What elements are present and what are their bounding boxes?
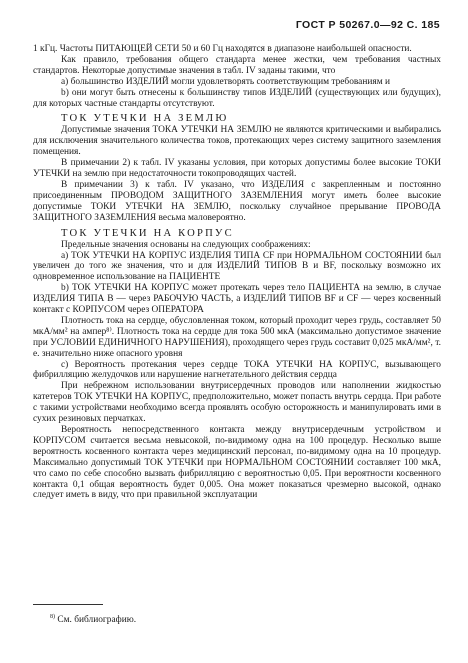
paragraph: Вероятность непосредственного контакта между внутрисердечным устройством и КОРПУСОМ считается весьма невысокой, по-видимому одна на 100 процедур. Несколько выше вероятность косвенного контакта через медицинский персонал, по-видимому одна на 10 процедур. Максимально допустимый ТОК УТЕЧКИ при НОРМАЛЬНОМ СОСТОЯНИИ составляет 100 мкА, что само по себе способно вызвать фибрилляцию с вероятностью 0,05. При вероятности косвенного контакта 0,1 общая вероятность будет 0,005. Она может показаться чрезмерно высокой, однако следует иметь в виду, что при правильной эксплуатации	[33, 425, 441, 501]
paragraph: Предельные значения основаны на следующих соображениях:	[61, 239, 311, 250]
paragraph: 1 кГц. Частоты ПИТАЮЩЕЙ СЕТИ 50 и 60 Гц находятся в диапазоне наибольшей опасности.	[33, 44, 412, 54]
paragraph: Допустимые значения ТОКА УТЕЧКИ НА ЗЕМЛЮ не являются критическими и выбирались для исключения значительного количества токов, протекающих через систему защитного заземления помещения.	[33, 125, 441, 158]
footnote	[50, 614, 136, 625]
paragraph: Плотность тока на сердце, обусловленная током, который проходит через грудь, составляет 50 мкА/мм² на ампер⁸⁾. Плотность тока на сердце для тока 500 мкА (максимально допустимое значение при УСЛОВИИ ЕДИНИЧНОГО НАРУШЕНИЯ), проходящего через грудь составит 0,025 мкА/мм², т. е. значительно ниже опасного уровня	[33, 315, 441, 359]
section-heading: ТОК УТЕЧКИ НА КОРПУС	[61, 227, 234, 239]
paragraph: а) большинство ИЗДЕЛИЙ могли удовлетворять соответствующим требованиям и	[61, 76, 390, 87]
paragraph: b) ТОК УТЕЧКИ НА КОРПУС может протекать через тело ПАЦИЕНТА на землю, в случае ИЗДЕЛИЯ ТИПА В — через РАБОЧУЮ ЧАСТЬ, а ИЗДЕЛИЙ ТИПОВ BF и CF — через косвенный контакт с КОРПУСОМ через ОПЕРАТОРА	[33, 283, 441, 316]
document-body	[33, 44, 441, 501]
footnote-divider	[33, 604, 103, 605]
footnote-text: См. библиографию.	[57, 615, 137, 626]
page-header: ГОСТ Р 50267.0—92 С. 185	[295, 19, 440, 31]
paragraph: При небрежном использовании внутрисердечных проводов или наполнении жидкостью катетеров ТОК УТЕЧКИ НА КОРПУС, предположительно, может попасть внутрь сердца. При работе с такими устройствами необходимо всегда проявлять особую осторожность и манипулировать ими в сухих резиновых перчатках.	[33, 381, 441, 425]
paragraph: а) ТОК УТЕЧКИ НА КОРПУС ИЗДЕЛИЯ ТИПА CF при НОРМАЛЬНОМ СОСТОЯНИИ был увеличен до того же значения, что и для ИЗДЕЛИЙ ТИПОВ В и BF, поскольку возможно их одновременное использование на ПАЦИЕНТЕ	[33, 250, 441, 283]
paragraph: b) они могут быть отнесены к большинству типов ИЗДЕЛИЙ (существующих или будущих), для которых частные стандарты отсутствуют.	[33, 87, 441, 109]
paragraph: с) Вероятность протекания через сердце ТОКА УТЕЧКИ НА КОРПУС, вызывающего фибрилляцию желудочков или нарушение нагнетательного действия сердца	[33, 359, 441, 381]
footnote-mark: 8)	[50, 614, 55, 620]
paragraph: В примечании 3) к табл. IV указано, что ИЗДЕЛИЯ с закрепленным и постоянно присоединенным ПРОВОДОМ ЗАЩИТНОГО ЗАЗЕМЛЕНИЯ могут иметь более высокие допустимые ТОКИ УТЕЧКИ НА ЗЕМЛЮ, поскольку случайное прерывание ПРОВОДА ЗАЩИТНОГО ЗАЗЕМЛЕНИЯ весьма маловероятно.	[33, 179, 441, 223]
paragraph: Как правило, требования общего стандарта менее жестки, чем требования частных стандартов. Некоторые допустимые значения в табл. IV заданы такими, что	[33, 54, 441, 76]
paragraph: В примечании 2) к табл. IV указаны условия, при которых допустимы более высокие ТОКИ УТЕЧКИ на землю при недостаточности токопроводящих частей.	[33, 158, 441, 180]
section-heading: ТОК УТЕЧКИ НА ЗЕМЛЮ	[61, 113, 229, 125]
